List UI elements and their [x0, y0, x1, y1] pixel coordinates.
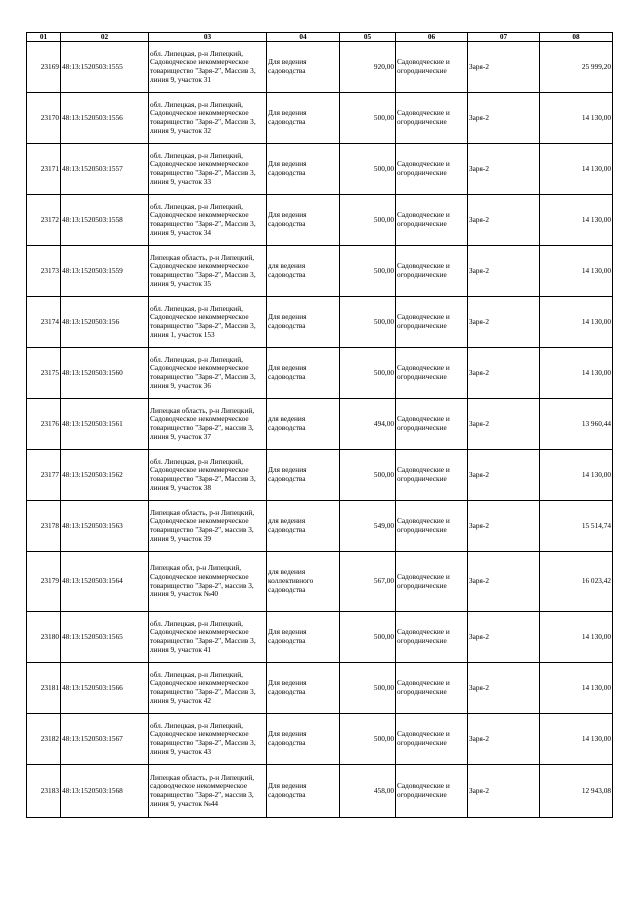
area-value: 500,00	[340, 246, 396, 297]
row-number: 23173	[27, 246, 61, 297]
address: Липецкая область, р-н Липецкий, садоводческое некоммерческое товарищество "Заря-2", массив 3, линия 9, участок №44	[149, 765, 267, 818]
cadastral-number: 48:13:1520503:1567	[61, 714, 149, 765]
cadastral-cost: 14 130,00	[540, 93, 613, 144]
cadastral-number: 48:13:1520503:156	[61, 297, 149, 348]
land-category: Садоводческие и огороднические	[396, 399, 468, 450]
location-name: Заря-2	[468, 399, 540, 450]
column-header-06: 06	[396, 33, 468, 42]
column-header-01: 01	[27, 33, 61, 42]
land-category: Садоводческие и огороднические	[396, 450, 468, 501]
land-category: Садоводческие и огороднические	[396, 42, 468, 93]
permitted-use: для ведения коллективного садоводства	[267, 552, 340, 612]
location-name: Заря-2	[468, 765, 540, 818]
column-header-04: 04	[267, 33, 340, 42]
table-row	[27, 93, 613, 144]
land-category: Садоводческие и огороднические	[396, 246, 468, 297]
column-header-02: 02	[61, 33, 149, 42]
permitted-use: Для ведения садоводства	[267, 93, 340, 144]
area-value: 567,00	[340, 552, 396, 612]
row-number: 23181	[27, 663, 61, 714]
row-number: 23170	[27, 93, 61, 144]
table-row	[27, 144, 613, 195]
location-name: Заря-2	[468, 450, 540, 501]
area-value: 500,00	[340, 195, 396, 246]
row-number: 23169	[27, 42, 61, 93]
area-value: 500,00	[340, 297, 396, 348]
row-number: 23171	[27, 144, 61, 195]
location-name: Заря-2	[468, 348, 540, 399]
cadastral-number: 48:13:1520503:1564	[61, 552, 149, 612]
location-name: Заря-2	[468, 663, 540, 714]
address: обл. Липецкая, р-н Липецкий, Садоводческое некоммерческое товарищество "Заря-2", Массив 3, линия 9, участок 42	[149, 663, 267, 714]
address: обл. Липецкая, р-н Липецкий, Садоводческое некоммерческое товарищество "Заря-2", Массив 3, линия 9, участок 38	[149, 450, 267, 501]
table-row	[27, 552, 613, 612]
cadastral-number: 48:13:1520503:1558	[61, 195, 149, 246]
column-header-07: 07	[468, 33, 540, 42]
address: обл. Липецкая, р-н Липецкий, Садоводческое некоммерческое товарищество "Заря-2", Массив 3, линия 1, участок 153	[149, 297, 267, 348]
area-value: 500,00	[340, 450, 396, 501]
permitted-use: для ведения садоводства	[267, 501, 340, 552]
table-row	[27, 246, 613, 297]
address: обл. Липецкая, р-н Липецкий, Садоводческое некоммерческое товарищество "Заря-2", Массив 3, линия 9, участок 32	[149, 93, 267, 144]
land-category: Садоводческие и огороднические	[396, 663, 468, 714]
area-value: 458,00	[340, 765, 396, 818]
cadastral-number: 48:13:1520503:1555	[61, 42, 149, 93]
location-name: Заря-2	[468, 501, 540, 552]
area-value: 549,00	[340, 501, 396, 552]
area-value: 494,00	[340, 399, 396, 450]
row-number: 23178	[27, 501, 61, 552]
land-category: Садоводческие и огороднические	[396, 297, 468, 348]
cadastral-cost: 14 130,00	[540, 714, 613, 765]
location-name: Заря-2	[468, 552, 540, 612]
cadastral-cost: 14 130,00	[540, 663, 613, 714]
location-name: Заря-2	[468, 297, 540, 348]
cadastral-cost: 14 130,00	[540, 450, 613, 501]
column-header-03: 03	[149, 33, 267, 42]
land-category: Садоводческие и огороднические	[396, 195, 468, 246]
row-number: 23175	[27, 348, 61, 399]
land-category: Садоводческие и огороднические	[396, 93, 468, 144]
row-number: 23174	[27, 297, 61, 348]
cadastral-number: 48:13:1520503:1560	[61, 348, 149, 399]
permitted-use: Для ведения садоводства	[267, 765, 340, 818]
land-category: Садоводческие и огороднические	[396, 765, 468, 818]
land-plots-table	[26, 32, 613, 818]
cadastral-number: 48:13:1520503:1566	[61, 663, 149, 714]
cadastral-number: 48:13:1520503:1561	[61, 399, 149, 450]
column-header-05: 05	[340, 33, 396, 42]
address: обл. Липецкая, р-н Липецкий, Садоводческое некоммерческое товарищество "Заря-2", Массив 3, линия 9, участок 31	[149, 42, 267, 93]
address: обл. Липецкая, р-н Липецкий, Садоводческое некоммерческое товарищество "Заря-2", Массив 3, линия 9, участок 43	[149, 714, 267, 765]
permitted-use: для ведения садоводства	[267, 399, 340, 450]
cadastral-cost: 16 023,42	[540, 552, 613, 612]
permitted-use: Для ведения садоводства	[267, 195, 340, 246]
permitted-use: Для ведения садоводства	[267, 714, 340, 765]
permitted-use: Для ведения садоводства	[267, 450, 340, 501]
cadastral-number: 48:13:1520503:1557	[61, 144, 149, 195]
cadastral-number: 48:13:1520503:1556	[61, 93, 149, 144]
location-name: Заря-2	[468, 93, 540, 144]
row-number: 23172	[27, 195, 61, 246]
permitted-use: Для ведения садоводства	[267, 612, 340, 663]
address: обл. Липецкая, р-н Липецкий, Садоводческое некоммерческое товарищество "Заря-2", Массив 3, линия 9, участок 33	[149, 144, 267, 195]
table-row	[27, 501, 613, 552]
area-value: 500,00	[340, 144, 396, 195]
address: обл. Липецкая, р-н Липецкий, Садоводческое некоммерческое товарищество "Заря-2", Массив 3, линия 9, участок 36	[149, 348, 267, 399]
cadastral-cost: 14 130,00	[540, 348, 613, 399]
cadastral-cost: 14 130,00	[540, 144, 613, 195]
area-value: 500,00	[340, 612, 396, 663]
permitted-use: Для ведения садоводства	[267, 297, 340, 348]
location-name: Заря-2	[468, 714, 540, 765]
column-header-08: 08	[540, 33, 613, 42]
cadastral-number: 48:13:1520503:1562	[61, 450, 149, 501]
cadastral-number: 48:13:1520503:1565	[61, 612, 149, 663]
row-number: 23176	[27, 399, 61, 450]
cadastral-cost: 12 943,08	[540, 765, 613, 818]
cadastral-number: 48:13:1520503:1568	[61, 765, 149, 818]
address: обл. Липецкая, р-н Липецкий, Садоводческое некоммерческое товарищество "Заря-2", Массив 3, линия 9, участок 34	[149, 195, 267, 246]
cadastral-cost: 25 999,20	[540, 42, 613, 93]
table-row	[27, 612, 613, 663]
land-category: Садоводческие и огороднические	[396, 348, 468, 399]
area-value: 500,00	[340, 348, 396, 399]
table-row	[27, 399, 613, 450]
location-name: Заря-2	[468, 195, 540, 246]
cadastral-number: 48:13:1520503:1559	[61, 246, 149, 297]
address: обл. Липецкая, р-н Липецкий, Садоводческое некоммерческое товарищество "Заря-2", Массив 3, линия 9, участок 41	[149, 612, 267, 663]
address: Липецкая область, р-н Липецкий, Садоводческое некоммерческое товарищество "Заря-2", массив 3, линия 9, участок 39	[149, 501, 267, 552]
permitted-use: для ведения садоводства	[267, 246, 340, 297]
land-category: Садоводческие и огороднические	[396, 501, 468, 552]
table-row	[27, 765, 613, 818]
cadastral-cost: 14 130,00	[540, 195, 613, 246]
area-value: 500,00	[340, 93, 396, 144]
land-category: Садоводческие и огороднические	[396, 714, 468, 765]
cadastral-cost: 14 130,00	[540, 246, 613, 297]
land-category: Садоводческие и огороднические	[396, 552, 468, 612]
cadastral-cost: 13 960,44	[540, 399, 613, 450]
location-name: Заря-2	[468, 42, 540, 93]
table-row	[27, 450, 613, 501]
location-name: Заря-2	[468, 246, 540, 297]
area-value: 500,00	[340, 714, 396, 765]
table-header-row	[27, 33, 613, 42]
row-number: 23180	[27, 612, 61, 663]
address: Липецкая обл, р-н Липецкий, Садоводческое некоммерческое товарищество "Заря-2", массив 3, линия 9, участок №40	[149, 552, 267, 612]
permitted-use: Для ведения садоводства	[267, 144, 340, 195]
address: Липецкая область, р-н Липецкий, Садоводческое некоммерческое товарищество "Заря-2", Массив 3, линия 9, участок 35	[149, 246, 267, 297]
table-row	[27, 297, 613, 348]
cadastral-cost: 14 130,00	[540, 297, 613, 348]
row-number: 23179	[27, 552, 61, 612]
land-category: Садоводческие и огороднические	[396, 144, 468, 195]
land-category: Садоводческие и огороднические	[396, 612, 468, 663]
permitted-use: Для ведения садоводства	[267, 42, 340, 93]
area-value: 500,00	[340, 663, 396, 714]
permitted-use: Для ведения садоводства	[267, 663, 340, 714]
cadastral-cost: 14 130,00	[540, 612, 613, 663]
table-row	[27, 348, 613, 399]
permitted-use: Для ведения садоводства	[267, 348, 340, 399]
row-number: 23182	[27, 714, 61, 765]
location-name: Заря-2	[468, 612, 540, 663]
cadastral-cost: 15 514,74	[540, 501, 613, 552]
area-value: 920,00	[340, 42, 396, 93]
table-row	[27, 714, 613, 765]
location-name: Заря-2	[468, 144, 540, 195]
row-number: 23183	[27, 765, 61, 818]
address: Липецкая область, р-н Липецкий, Садоводческое некоммерческое товарищество "Заря-2", массив 3, линия 9, участок 37	[149, 399, 267, 450]
table-row	[27, 195, 613, 246]
row-number: 23177	[27, 450, 61, 501]
table-row	[27, 42, 613, 93]
cadastral-number: 48:13:1520503:1563	[61, 501, 149, 552]
table-row	[27, 663, 613, 714]
